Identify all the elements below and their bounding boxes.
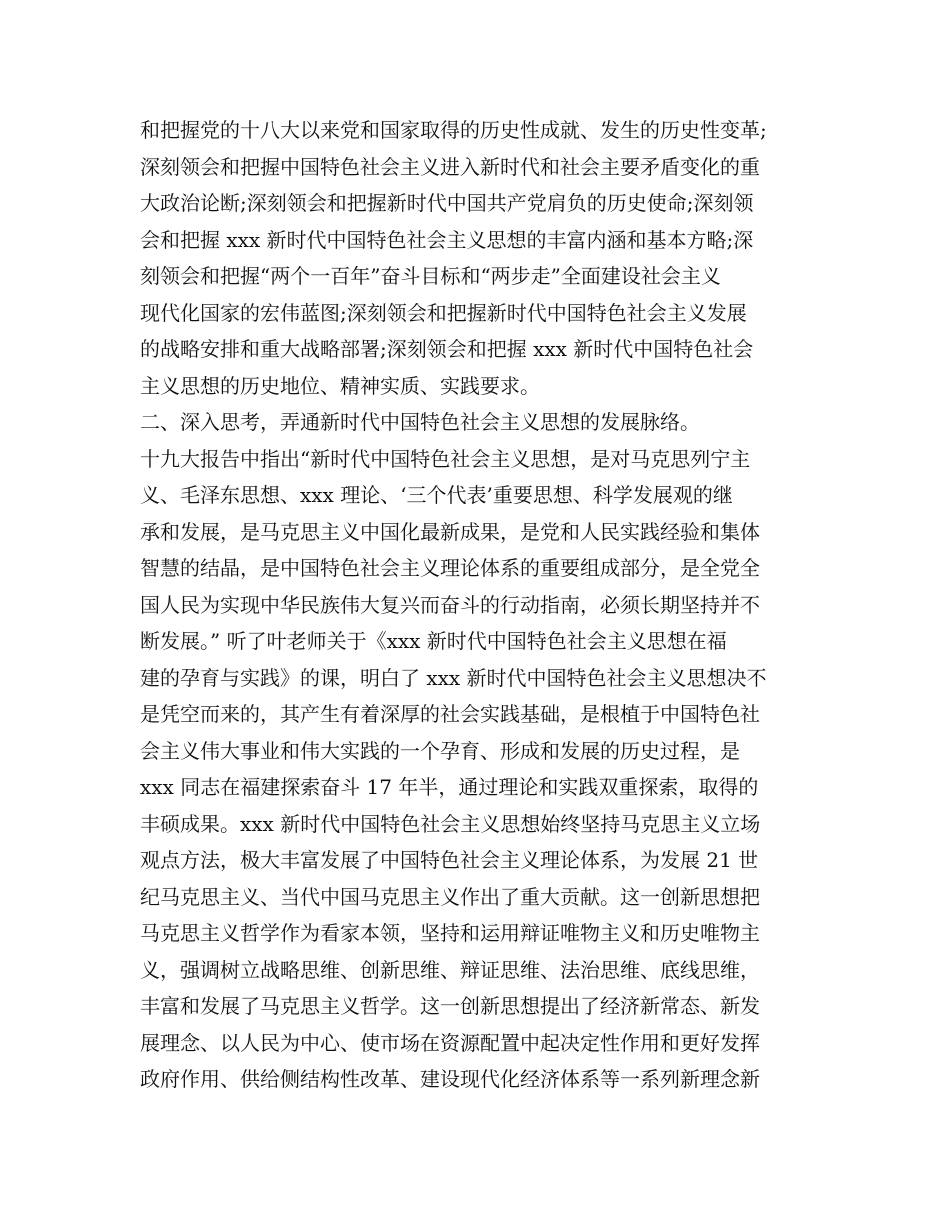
text-line: 主义思想的历史地位、精神实质、实践要求。 [140, 373, 540, 398]
text-line: 建的孕育与实践》的课，明白了 xxx 新时代中国特色社会主义思想决不 [140, 665, 767, 690]
text-line: 观点方法，极大丰富发展了中国特色社会主义理论体系，为发展 21 世 [140, 848, 759, 872]
text-line: 断发展。” 听了叶老师关于《xxx 新时代中国特色社会主义思想在福 [140, 629, 727, 653]
text-line: 展理念、以人民为中心、使市场在资源配置中起决定性作用和更好发挥 [140, 1030, 760, 1055]
text-line: 深刻领会和把握中国特色社会主义进入新时代和社会主要矛盾变化的重 [140, 154, 760, 179]
text-line: 刻领会和把握“两个一百年”奋斗目标和“两步走”全面建设社会主义 [140, 264, 721, 288]
text-line: 会主义伟大事业和伟大实践的一个孕育、形成和发展的历史过程，是 [140, 738, 740, 763]
text-line: 丰富和发展了马克思主义哲学。这一创新思想提出了经济新常态、新发 [140, 994, 760, 1018]
text-line: 是凭空而来的，其产生有着深厚的社会实践基础，是根植于中国特色社 [140, 702, 760, 726]
text-line: xxx 同志在福建探索奋斗 17 年半，通过理论和实践双重探索，取得的 [140, 775, 759, 799]
text-line: 纪马克思主义、当代中国马克思主义作出了重大贡献。这一创新思想把 [140, 884, 760, 909]
text-line: 国人民为实现中华民族伟大复兴而奋斗的行动指南，必须长期坚持并不 [140, 592, 760, 617]
text-line: 大政治论断;深刻领会和把握新时代中国共产党肩负的历史使命;深刻领 [140, 191, 754, 215]
section-heading: 二、深入思考，弄通新时代中国特色社会主义思想的发展脉络。 [140, 410, 700, 434]
text-line: 和把握党的十八大以来党和国家取得的历史性成就、发生的历史性变革; [140, 118, 767, 142]
body-text [140, 112, 820, 1098]
text-line: 会和把握 xxx 新时代中国特色社会主义思想的丰富内涵和基本方略;深 [140, 227, 754, 252]
text-line: 政府作用、供给侧结构性改革、建设现代化经济体系等一系列新理念新 [140, 1067, 760, 1091]
text-line: 智慧的结晶，是中国特色社会主义理论体系的重要组成部分，是全党全 [140, 556, 760, 580]
text-line: 十九大报告中指出“新时代中国特色社会主义思想，是对马克思列宁主 [140, 446, 751, 471]
text-line: 承和发展，是马克思主义中国化最新成果，是党和人民实践经验和集体 [140, 519, 760, 544]
text-line: 丰硕成果。xxx 新时代中国特色社会主义思想始终坚持马克思主义立场 [140, 811, 761, 836]
text-line: 义，强调树立战略思维、创新思维、辩证思维、法治思维、底线思维， [140, 957, 760, 982]
text-line: 现代化国家的宏伟蓝图;深刻领会和把握新时代中国特色社会主义发展 [140, 300, 747, 325]
text-line: 义、毛泽东思想、xxx 理论、‘三个代表’重要思想、科学发展观的继 [140, 483, 733, 507]
text-line: 的战略安排和重大战略部署;深刻领会和把握 xxx 新时代中国特色社会 [140, 337, 754, 361]
text-line: 马克思主义哲学作为看家本领，坚持和运用辩证唯物主义和历史唯物主 [140, 921, 760, 945]
